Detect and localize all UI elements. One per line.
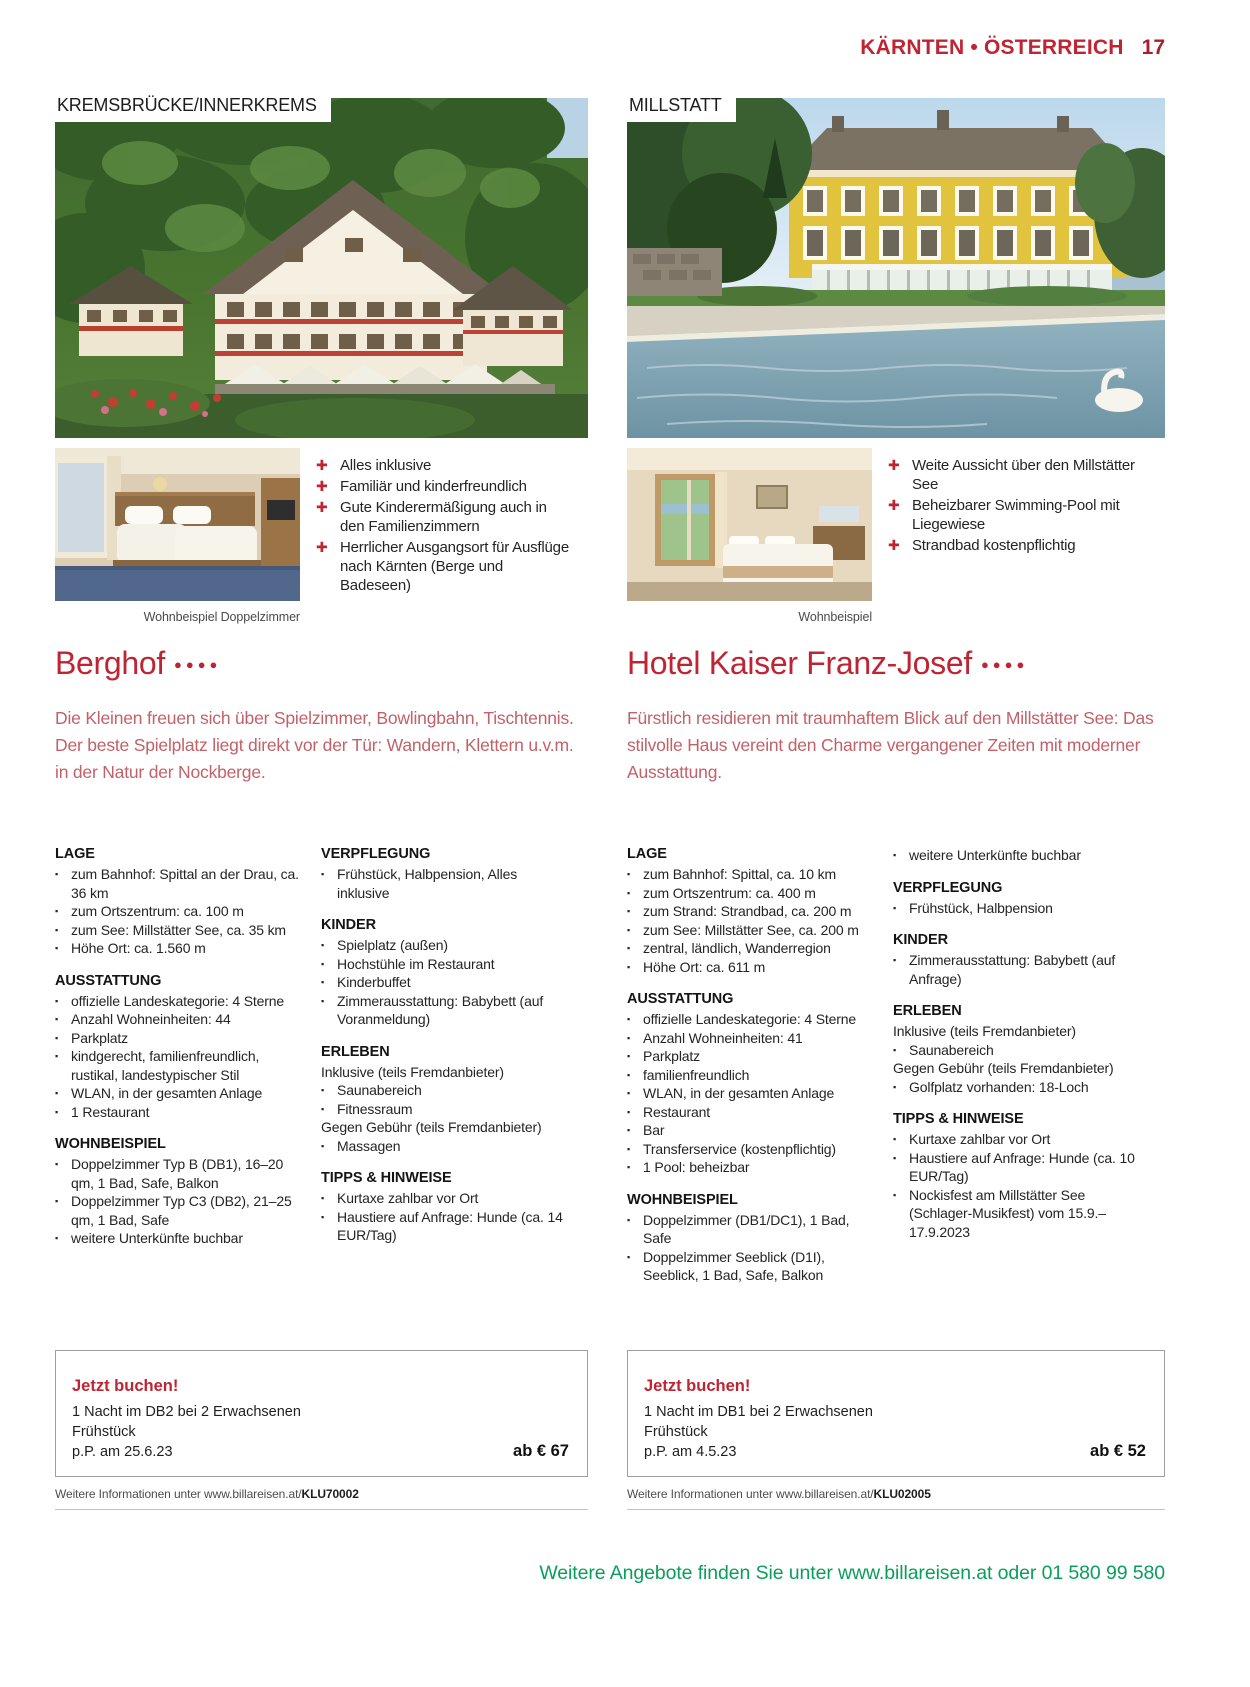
highlight-item [888,496,1146,534]
list-item [893,1149,1143,1186]
bullet-icon: ▪ [893,850,897,860]
list-item-text: Doppelzimmer Typ B (DB1), 16–20 qm, 1 Bad, Safe, Balkon [71,1156,284,1191]
list-item-text: WLAN, in der gesamten Anlage [643,1085,835,1101]
list-item-text: offizielle Landeskategorie: 4 Sterne [71,992,285,1009]
highlight-text: Alles inklusive [340,457,432,474]
list-item [627,1010,877,1029]
list-item [321,1137,571,1156]
location-label: KREMSBRÜCKE/INNERKREMS [55,92,331,122]
details-block-title: AUSSTATTUNG [627,991,734,1007]
list-item-text: weitere Unterkünfte buchbar [909,847,1081,863]
bullet-icon: ▪ [321,1085,325,1095]
bullet-icon: ▪ [627,961,631,972]
details-block-title: ERLEBEN [321,1043,390,1060]
list-item-text: Doppelzimmer (DB1/DC1), 1 Bad, Safe [643,1211,850,1246]
list-item-text: familienfreundlich [643,1066,750,1083]
details-block-title: LAGE [627,846,667,862]
bullet-icon: ▪ [627,924,631,935]
list-item [627,1084,877,1103]
details-block [893,846,1143,865]
list-item-text: kindgerecht, familienfreundlich, rustikal, landestypischer Stil [71,1048,260,1083]
booking-date: p.P. am 4.5.23 [644,1444,737,1460]
details-block-title: WOHNBEISPIEL [627,1191,738,1208]
details-items [55,1155,305,1248]
details-block [321,1044,571,1156]
list-item [321,1189,571,1208]
details-items [321,936,571,1029]
list-item-text: Höhe Ort: ca. 1.560 m [71,940,206,956]
bullet-icon: ▪ [321,869,325,879]
bullet-icon: ▪ [55,1233,59,1243]
highlight-item [316,477,574,496]
list-item [627,1158,877,1177]
list-item [627,884,877,903]
list-item [627,1103,877,1122]
list-item [55,1029,305,1048]
bullet-icon: ▪ [893,1189,897,1200]
bullet-icon: ▪ [55,943,59,953]
bullet-icon: ▪ [627,943,631,953]
highlight-text: Gute Kinderermäßigung auch in den Familienzimmern [340,499,547,535]
list-item-text: Fitnessraum [337,1100,413,1117]
bullet-icon: ▪ [321,995,325,1006]
list-item-text: zum See: Millstätter See, ca. 200 m [643,921,859,938]
details-items [893,846,1143,865]
details-items [321,1189,571,1245]
bullet-icon: ▪ [55,1159,59,1169]
bullet-icon: ▪ [893,1134,897,1144]
list-item [893,1059,1143,1078]
bullet-icon: ▪ [627,1032,631,1043]
details-items [55,865,305,958]
list-item [321,865,571,902]
highlight-list [888,448,1146,557]
details-block [55,1136,305,1248]
hotel-exterior-photo [627,98,1165,438]
list-item [893,846,1143,865]
details-block [627,991,877,1177]
list-item-text: Saunabereich [909,1041,994,1058]
list-item [55,1010,305,1029]
highlight-text: Beheizbarer Swimming-Pool mit Liegewiese [912,497,1120,533]
bullet-icon: ▪ [627,869,631,879]
bullet-icon: ▪ [55,1088,59,1098]
highlight-item [888,536,1146,555]
list-item-text: Zimmerausstattung: Babybett (auf Voranmeldung) [337,992,544,1027]
details-block-title: AUSSTATTUNG [55,972,162,989]
details-items [321,865,571,902]
details-items [55,992,305,1122]
location-label: MILLSTATT [627,92,736,122]
list-item [627,921,877,940]
list-item-text: Restaurant [643,1103,710,1120]
page-number: 17 [1141,36,1165,59]
list-item-text: zentral, ländlich, Wanderregion [643,940,831,956]
list-item [627,1248,877,1285]
plus-icon: ✚ [316,539,328,555]
hero-photo-berghof [55,95,588,438]
list-item-text: Parkplatz [643,1048,701,1064]
bullet-icon: ▪ [893,1044,897,1055]
list-item [321,973,571,992]
details-block [321,1170,571,1245]
details-block-title: TIPPS & HINWEISE [893,1111,1024,1127]
booking-cta: Jetzt buchen! [72,1377,179,1395]
list-item-text: zum Bahnhof: Spittal, ca. 10 km [643,866,837,882]
room-photo [55,448,300,601]
bullet-icon: ▪ [627,1088,631,1098]
details-block-title: WOHNBEISPIEL [55,1136,166,1152]
details-block [893,1111,1143,1241]
highlight-text: Familiär und kinderfreundlich [340,478,527,495]
bullet-icon: ▪ [893,902,897,913]
list-item-text: zum Ortszentrum: ca. 400 m [643,884,816,901]
list-item-text: weitere Unterkünfte buchbar [71,1230,243,1246]
booking-date: p.P. am 25.6.23 [72,1444,173,1460]
list-item [627,1066,877,1085]
list-item [321,1118,571,1137]
list-item [321,936,571,955]
list-item [55,1047,305,1084]
highlight-text: Weite Aussicht über den Millstätter See [912,457,1135,493]
list-item-text: Kinderbuffet [337,974,411,990]
category-dots: ●●●● [173,657,222,672]
list-item [321,1208,571,1245]
details-block-title: ERLEBEN [893,1003,962,1019]
list-item-text: Saunabereich [337,1082,422,1098]
list-item-text: Bar [643,1122,665,1138]
highlight-item [888,456,1146,494]
list-item-text: Hochstühle im Restaurant [337,955,495,972]
list-item [627,939,877,958]
list-item-text: Gegen Gebühr (teils Fremdanbieter) [893,1060,1114,1076]
bullet-icon: ▪ [321,958,325,969]
bullet-icon: ▪ [55,1196,59,1206]
bullet-icon: ▪ [55,924,59,935]
list-item-text: zum Bahnhof: Spittal an der Drau, ca. 36 km [71,866,299,901]
bullet-icon: ▪ [627,1162,631,1172]
list-item [627,1121,877,1140]
plus-icon: ✚ [888,497,900,513]
info-url-prefix: Weitere Informationen unter www.billareisen.at/ [627,1487,874,1501]
list-item-text: Zimmerausstattung: Babybett (auf Anfrage) [909,952,1116,987]
details-block-title: TIPPS & HINWEISE [321,1170,452,1186]
list-item-text: Frühstück, Halbpension, Alles inklusive [337,866,518,901]
photo-caption: Wohnbeispiel Doppelzimmer [143,610,300,624]
details-block-title: LAGE [55,846,95,862]
list-item-text: 1 Restaurant [71,1103,150,1120]
list-item [55,939,305,958]
footer-link[interactable]: Weitere Angebote finden Sie unter www.billareisen.at oder 01 580 99 580 [539,1562,1165,1584]
details-column [893,846,1143,1256]
highlight-item [316,498,574,536]
details-block-title: KINDER [321,917,376,933]
list-item-text: zum Strand: Strandbad, ca. 200 m [643,903,852,919]
bullet-icon: ▪ [893,955,897,965]
details-block-title: VERPFLEGUNG [893,879,1003,896]
list-item-text: Golfplatz vorhanden: 18-Loch [909,1078,1089,1095]
hotel-name: Hotel Kaiser Franz-Josef [627,645,972,681]
photo-caption: Wohnbeispiel [798,610,872,624]
list-item-text: Höhe Ort: ca. 611 m [643,958,766,975]
bullet-icon: ▪ [321,940,325,950]
list-item [321,1100,571,1119]
more-info-link[interactable] [627,1483,1165,1510]
highlight-text: Herrlicher Ausgangsort für Ausflüge nach Kärnten (Berge und Badeseen) [340,539,569,594]
bullet-icon: ▪ [55,995,59,1006]
details-items [893,1130,1143,1241]
details-block [321,846,571,902]
hotel-intro: Die Kleinen freuen sich über Spielzimmer, Bowlingbahn, Tischtennis. Der beste Spielplatz liegt direkt vor der Tür: Wandern, Klettern u.v.m. in der Natur der Nockberge. [55,708,574,782]
list-item-text: Spielplatz (außen) [337,937,448,953]
bullet-icon: ▪ [627,1069,631,1080]
bullet-icon: ▪ [55,1032,59,1043]
list-item [893,1041,1143,1060]
booking-line: Frühstück [644,1424,708,1440]
list-item-text: Doppelzimmer Seeblick (D1I), Seeblick, 1 Bad, Safe, Balkon [643,1248,825,1283]
list-item [55,865,305,902]
bullet-icon: ▪ [627,1214,631,1225]
hotel-intro: Fürstlich residieren mit traumhaftem Blick auf den Millstätter See: Das stilvolle Haus vereint den Charme vergangener Zeiten mit moderner Ausstattung. [627,708,1154,782]
bullet-icon: ▪ [893,1081,897,1092]
booking-line: Frühstück [72,1424,136,1440]
bullet-icon: ▪ [893,1152,897,1163]
bullet-icon: ▪ [627,887,631,898]
hotel-exterior-photo [55,98,588,438]
plus-icon: ✚ [316,478,328,494]
bullet-icon: ▪ [627,906,631,916]
list-item-text: zum Ortszentrum: ca. 100 m [71,903,244,919]
booking-line: 1 Nacht im DB1 bei 2 Erwachsenen [644,1404,873,1420]
bullet-icon: ▪ [627,1143,631,1154]
highlight-item [316,456,574,475]
plus-icon: ✚ [888,537,900,553]
list-item-text: Parkplatz [71,1029,129,1046]
list-item [893,951,1143,988]
bullet-icon: ▪ [627,1251,631,1262]
list-item-text: Massagen [337,1137,401,1154]
offer-code: KLU70002 [301,1487,359,1501]
details-block [627,1192,877,1285]
category-dots: ●●●● [980,657,1029,672]
list-item-text: Inklusive (teils Fremdanbieter) [321,1063,504,1080]
list-item-text: offizielle Landeskategorie: 4 Sterne [643,1011,857,1027]
list-item [627,1047,877,1066]
offer-code: KLU02005 [873,1487,931,1501]
list-item [627,1029,877,1048]
details-block [627,846,877,976]
details-items [893,1022,1143,1096]
room-photo [627,448,872,601]
bullet-icon: ▪ [321,1193,325,1203]
details-block-title: VERPFLEGUNG [321,846,431,862]
page-header [55,0,1165,60]
list-item [321,955,571,974]
details-items [321,1063,571,1156]
bullet-icon: ▪ [627,1125,631,1135]
list-item [627,958,877,977]
booking-line: 1 Nacht im DB2 bei 2 Erwachsenen [72,1404,301,1420]
room-photo-kaiser-franz-josef [627,448,872,624]
booking-box [55,1350,588,1477]
details-block [893,880,1143,918]
highlight-text: Strandbad kostenpflichtig [912,537,1076,554]
region-title: KÄRNTEN • ÖSTERREICH [860,36,1124,59]
list-item-text: Anzahl Wohneinheiten: 44 [71,1011,231,1027]
list-item [321,992,571,1029]
list-item [627,1140,877,1159]
bullet-icon: ▪ [627,1014,631,1024]
list-item [627,902,877,921]
list-item [893,1078,1143,1097]
list-item [55,1155,305,1192]
details-block [321,917,571,1029]
booking-box [627,1350,1165,1477]
list-item-text: Gegen Gebühr (teils Fremdanbieter) [321,1119,542,1135]
list-item-text: Frühstück, Halbpension [909,899,1053,916]
list-item-text: Anzahl Wohneinheiten: 41 [643,1029,803,1046]
more-info-link[interactable] [55,1483,588,1510]
hotel-title-kaiser-franz-josef [627,645,1165,685]
bullet-icon: ▪ [55,1106,59,1117]
bullet-icon: ▪ [55,869,59,879]
details-items [627,1211,877,1285]
list-item [893,1130,1143,1149]
list-item-text: Transferservice (kostenpflichtig) [643,1140,836,1157]
list-item [55,1103,305,1122]
list-item [55,1192,305,1229]
list-item [627,865,877,884]
list-item-text: Kurtaxe zahlbar vor Ort [909,1131,1051,1147]
list-item [893,1186,1143,1242]
details-column [321,846,571,1260]
booking-price: ab € 67 [513,1442,569,1460]
details-items [893,899,1143,918]
list-item [893,899,1143,918]
hotel-title-berghof [55,645,588,685]
list-item-text: Kurtaxe zahlbar vor Ort [337,1190,479,1206]
details-items [627,865,877,976]
details-column [55,846,305,1263]
list-item-text: Haustiere auf Anfrage: Hunde (ca. 14 EUR/Tag) [337,1208,563,1243]
list-item [321,1063,571,1082]
details-items [893,951,1143,988]
details-block [55,973,305,1122]
booking-price: ab € 52 [1090,1442,1146,1460]
list-item-text: Inklusive (teils Fremdanbieter) [893,1023,1076,1039]
bullet-icon: ▪ [627,1106,631,1117]
list-item [55,1229,305,1248]
bullet-icon: ▪ [321,977,325,987]
list-item-text: Haustiere auf Anfrage: Hunde (ca. 10 EUR/Tag) [909,1149,1135,1184]
list-item [627,1211,877,1248]
details-block [55,846,305,958]
hero-photo-kaiser-franz-josef [627,95,1165,438]
bullet-icon: ▪ [55,1051,59,1061]
bullet-icon: ▪ [321,1140,325,1151]
booking-section-kaiser-franz-josef [627,1350,1165,1510]
list-item-text: Doppelzimmer Typ C3 (DB2), 21–25 qm, 1 Bad, Safe [71,1193,292,1228]
list-item [321,1081,571,1100]
list-item-text: WLAN, in der gesamten Anlage [71,1085,263,1101]
hotel-name: Berghof [55,645,165,681]
details-items [627,1010,877,1177]
list-item [55,1084,305,1103]
list-item [55,902,305,921]
plus-icon: ✚ [316,499,328,515]
list-item [55,921,305,940]
bullet-icon: ▪ [55,906,59,916]
details-column [627,846,877,1300]
bullet-icon: ▪ [55,1014,59,1024]
details-block [893,1003,1143,1096]
list-item-text: zum See: Millstätter See, ca. 35 km [71,921,286,938]
booking-section-berghof [55,1350,588,1510]
booking-cta: Jetzt buchen! [644,1377,751,1395]
info-url-prefix: Weitere Informationen unter www.billareisen.at/ [55,1487,302,1501]
plus-icon: ✚ [888,457,900,473]
list-item-text: Nockisfest am Millstätter See (Schlager-Musikfest) vom 15.9.–17.9.2023 [909,1186,1106,1240]
list-item-text: 1 Pool: beheizbar [643,1159,750,1175]
bullet-icon: ▪ [321,1211,325,1222]
bullet-icon: ▪ [321,1103,325,1114]
highlight-item [316,538,574,595]
list-item [55,992,305,1011]
plus-icon: ✚ [316,457,328,473]
bullet-icon: ▪ [627,1051,631,1061]
details-block [893,932,1143,988]
highlight-list [316,448,574,597]
details-block-title: KINDER [893,932,948,948]
list-item [893,1022,1143,1041]
room-photo-berghof [55,448,300,624]
